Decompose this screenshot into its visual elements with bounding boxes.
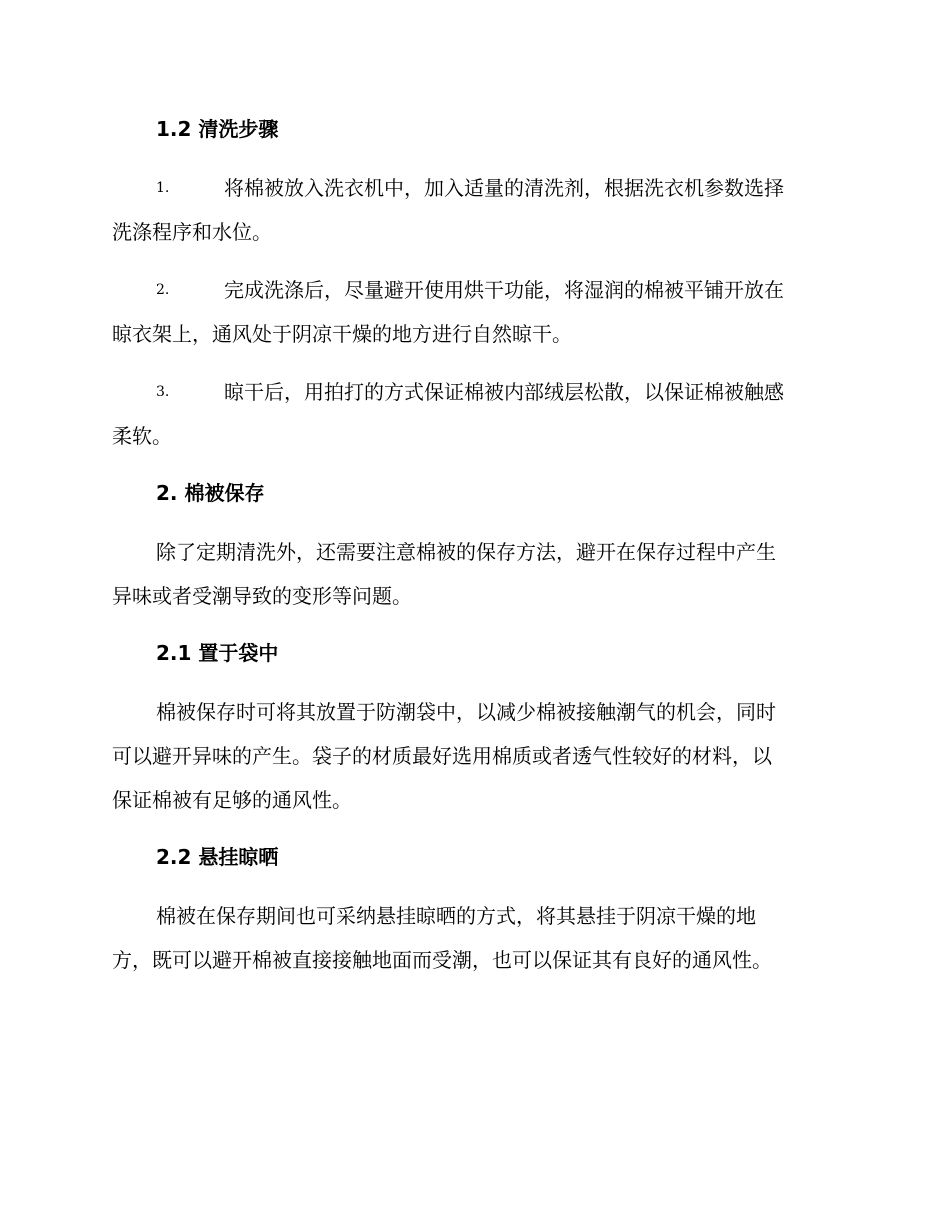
paragraph-line: 可以避开异味的产生。袋子的材质最好选用棉质或者透气性较好的材料，以 [112,744,772,768]
list-text-line1: 完成洗涤后，尽量避开使用烘干功能，将湿润的棉被平铺开放在 [224,278,784,302]
list-item-1 [112,166,834,254]
list-text-line2: 洗涤程序和水位。 [112,220,272,244]
paragraph-line: 保证棉被有足够的通风性。 [112,788,352,812]
paragraph-bag-storage [112,690,834,822]
section-heading-2-1: 2.1 置于袋中 [156,641,279,665]
paragraph-line: 异味或者受潮导致的变形等问题。 [112,584,412,608]
list-text-line2: 晾衣架上，通风处于阴凉干燥的地方进行自然晾干。 [112,322,572,346]
list-item-3 [112,370,834,458]
list-text-line2: 柔软。 [112,424,172,448]
paragraph-line: 棉被保存时可将其放置于防潮袋中，以减少棉被接触潮气的机会，同时 [156,700,776,724]
list-item-2 [112,268,834,356]
paragraph-hang-drying [112,894,834,982]
paragraph-line: 棉被在保存期间也可采纳悬挂晾晒的方式，将其悬挂于阴凉干燥的地 [156,904,756,928]
list-text-line1: 将棉被放入洗衣机中，加入适量的清洗剂，根据洗衣机参数选择 [224,176,784,200]
paragraph-line: 除了定期清洗外，还需要注意棉被的保存方法，避开在保存过程中产生 [156,540,776,564]
paragraph-line: 方，既可以避开棉被直接接触地面而受潮，也可以保证其有良好的通风性。 [112,948,772,972]
paragraph-storage-intro [112,530,834,618]
section-heading-1-2: 1.2 清洗步骤 [156,117,279,141]
list-text-line1: 晾干后，用拍打的方式保证棉被内部绒层松散，以保证棉被触感 [224,380,784,404]
section-heading-2-2: 2.2 悬挂晾晒 [156,845,279,869]
section-heading-2: 2. 棉被保存 [156,481,265,505]
list-number: 1. [156,180,170,196]
list-number: 3. [156,384,170,400]
list-number: 2. [156,282,170,298]
